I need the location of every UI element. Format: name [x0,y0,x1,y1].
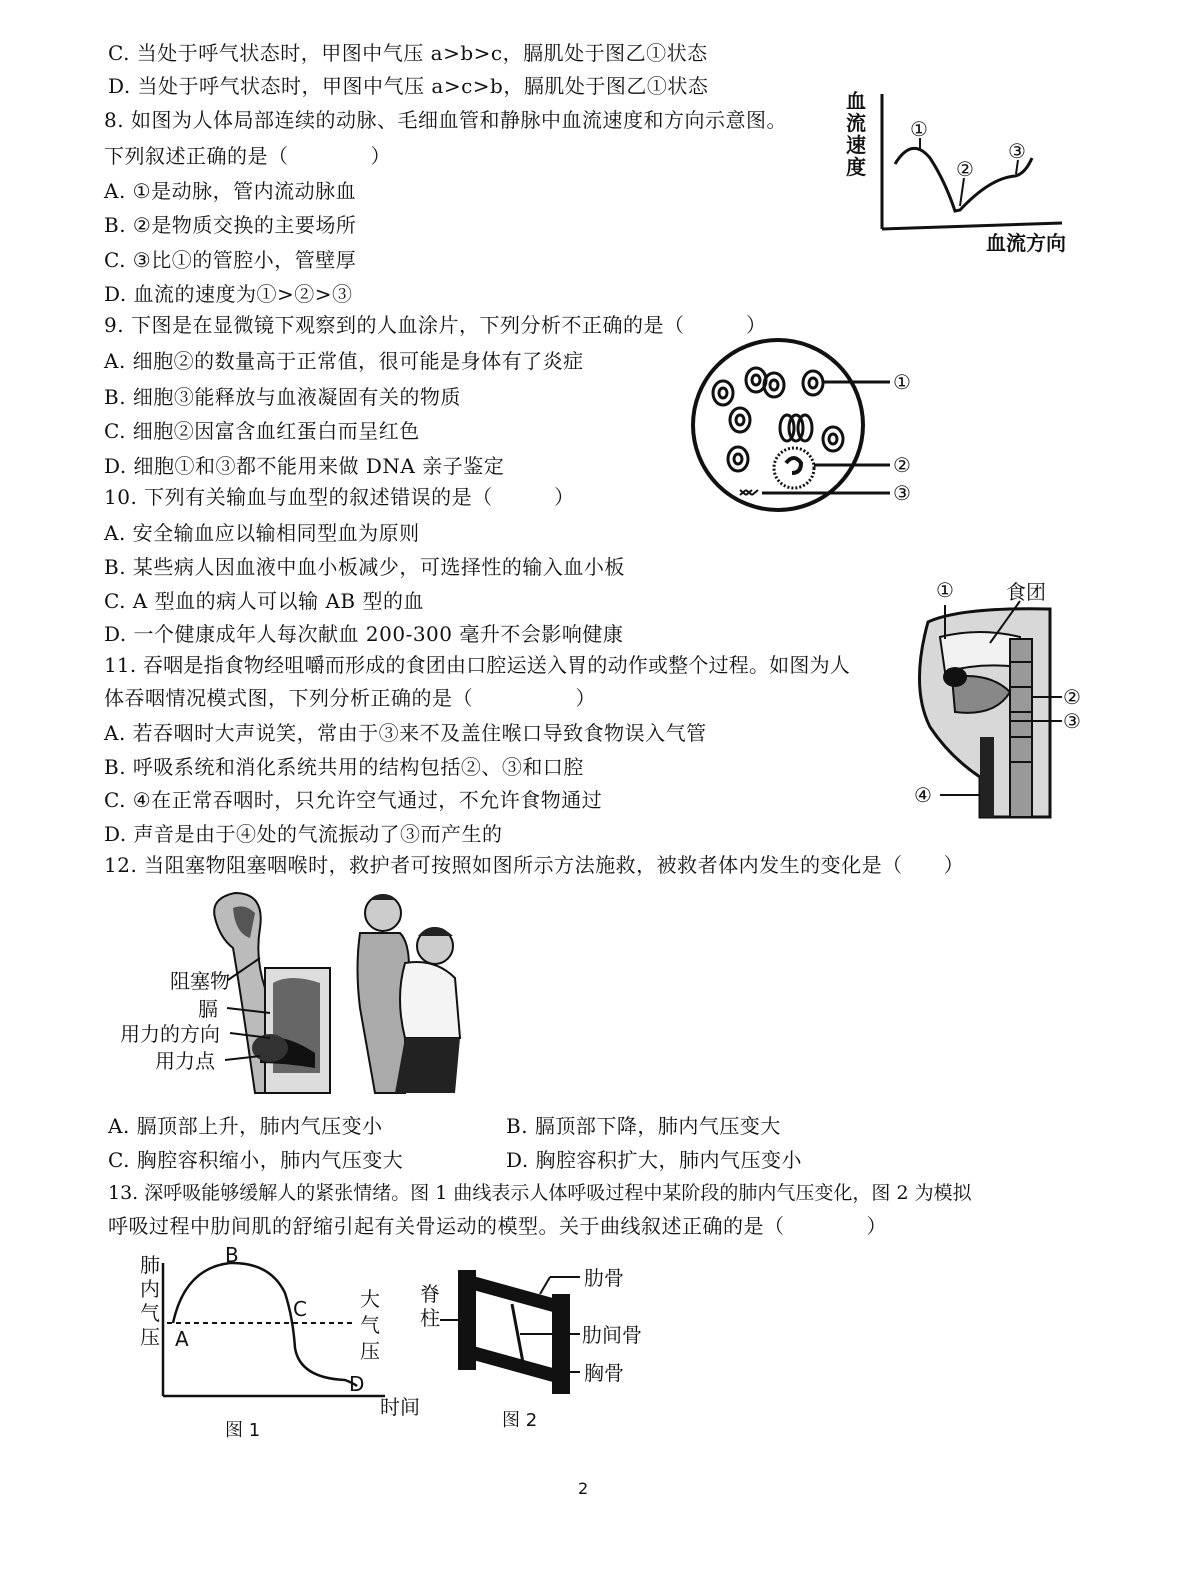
q8-option-c: C. ③比①的管腔小，管壁厚 [104,248,357,272]
q12-option-b: B. 膈顶部下降，肺内气压变大 [506,1114,781,1138]
swallow-label-food-bolus: 食团 [1006,580,1046,604]
blood-flow-xlabel: 血流方向 [986,231,1066,255]
q11-stem: 11. 吞咽是指食物经咀嚼而形成的食团由口腔运送入胃的动作或整个过程。如图为人 [104,653,850,677]
fig1-ylabel: 肺内气压 [140,1253,160,1349]
figure-2 [420,1262,680,1447]
heimlich-label-diaphragm: 膈 [198,997,218,1021]
blood-smear-figure [690,335,930,520]
q11-option-a: A. 若吞咽时大声说笑，常由于③来不及盖住喉口导致食物误入气管 [104,721,707,745]
heimlich-figure [115,888,475,1103]
fig1-point-d: D [349,1372,365,1396]
fig1-point-c: C [293,1297,307,1321]
figure-1 [135,1243,435,1448]
q12-option-d: D. 胸腔容积扩大，肺内气压变小 [506,1148,803,1172]
q8-stem: 8. 如图为人体局部连续的动脉、毛细血管和静脉中血流速度和方向示意图。 [104,108,787,132]
page-number: 2 [578,1479,589,1498]
blood-flow-marker-1: ① [910,117,928,141]
heimlich-label-force-point: 用力点 [155,1049,215,1073]
blood-flow-figure [840,86,1080,256]
q8-option-b: B. ②是物质交换的主要场所 [104,213,357,237]
q10-stem: 10. 下列有关输血与血型的叙述错误的是（ ） [104,485,575,509]
q8-stem-cont: 下列叙述正确的是（ ） [104,144,391,168]
rib-model-drawing [420,1262,680,1447]
q11-option-c: C. ④在正常吞咽时，只允许空气通过，不允许食物通过 [104,788,603,812]
blood-flow-marker-3: ③ [1008,139,1026,163]
fig1-xlabel: 时间 [380,1395,420,1419]
blood-flow-ylabel: 血流速度 [846,89,866,179]
heimlich-label-obstruction: 阻塞物 [170,969,230,993]
q10-option-c: C. A 型血的病人可以输 AB 型的血 [104,589,424,613]
q9-option-a: A. 细胞②的数量高于正常值，很可能是身体有了炎症 [104,349,584,373]
q12-option-a: A. 膈顶部上升，肺内气压变小 [108,1114,383,1138]
q12-stem: 12. 当阻塞物阻塞咽喉时，救护者可按照如图所示方法施救，被救者体内发生的变化是（ ） [104,853,965,877]
smear-marker-2: ② [893,453,911,477]
fig2-sternum-label: 胸骨 [584,1361,624,1385]
q7-option-c: C. 当处于呼气状态时，甲图中气压 a>b>c，膈肌处于图乙①状态 [108,41,708,65]
heimlich-label-force-direction: 用力的方向 [120,1022,220,1046]
fig1-point-a: A [175,1327,189,1351]
q11-option-b: B. 呼吸系统和消化系统共用的结构包括②、③和口腔 [104,755,584,779]
q10-option-d: D. 一个健康成年人每次献血 200-300 毫升不会影响健康 [104,622,624,646]
q9-option-c: C. 细胞②因富含血红蛋白而呈红色 [104,419,420,443]
q13-stem: 13. 深呼吸能够缓解人的紧张情绪。图 1 曲线表示人体呼吸过程中某阶段的肺内气压变化，图 2 为模拟 [108,1182,972,1204]
q9-option-b: B. 细胞③能释放与血液凝固有关的物质 [104,385,461,409]
fig2-spine-label: 脊柱 [420,1282,440,1330]
fig1-atmospheric-label: 大气压 [360,1287,380,1363]
q9-stem: 9. 下图是在显微镜下观察到的人血涂片，下列分析不正确的是（ ） [104,313,767,337]
q8-option-d: D. 血流的速度为①>②>③ [104,282,353,306]
fig1-caption: 图 1 [225,1420,261,1441]
q13-stem-cont: 呼吸过程中肋间肌的舒缩引起有关骨运动的模型。关于曲线叙述正确的是（ ） [108,1214,887,1238]
q11-stem-cont: 体吞咽情况模式图，下列分析正确的是（ ） [104,686,596,710]
q7-option-d: D. 当处于呼气状态时，甲图中气压 a>c>b，膈肌处于图乙①状态 [108,74,709,98]
fig1-point-b: B [225,1243,239,1267]
q8-option-a: A. ①是动脉，管内流动脉血 [104,179,357,203]
swallow-figure [900,577,1090,822]
q10-option-a: A. 安全输血应以输相同型血为原则 [104,521,420,545]
swallow-marker-3: ③ [1063,709,1081,733]
q12-option-c: C. 胸腔容积缩小，肺内气压变大 [108,1148,404,1172]
fig2-caption: 图 2 [502,1410,538,1431]
smear-marker-1: ① [893,370,911,394]
swallow-marker-2: ② [1063,685,1081,709]
blood-flow-marker-2: ② [956,157,974,181]
q10-option-b: B. 某些病人因血液中血小板减少，可选择性的输入血小板 [104,555,625,579]
q9-option-d: D. 细胞①和③都不能用来做 DNA 亲子鉴定 [104,454,505,478]
fig2-rib-label: 肋骨 [584,1266,624,1290]
swallow-marker-4: ④ [914,783,932,807]
smear-marker-3: ③ [893,481,911,505]
swallow-marker-1: ① [936,578,954,602]
q11-option-d: D. 声音是由于④处的气流振动了③而产生的 [104,822,503,846]
fig2-intercostal-label: 肋间骨 [582,1323,642,1347]
